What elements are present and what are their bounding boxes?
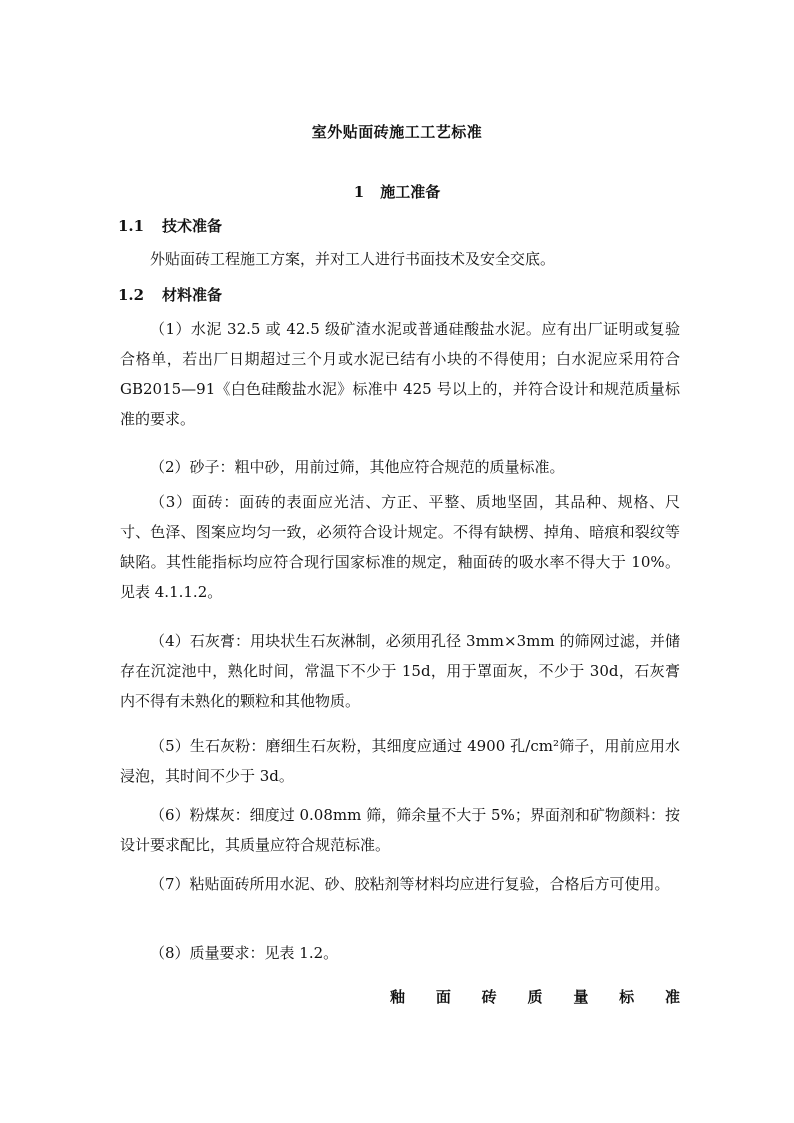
material-item-2: （2）砂子：粗中砂，用前过筛，其他应符合规范的质量标准。	[150, 458, 565, 476]
section-label: 施工准备	[380, 183, 441, 201]
technical-prep-paragraph: 外贴面砖工程施工方案，并对工人进行书面技术及安全交底。	[150, 250, 556, 268]
subsection-heading-technical	[118, 215, 222, 236]
subsection-heading-materials	[118, 284, 222, 305]
table-title-char: 砖	[481, 988, 497, 1006]
table-title	[390, 986, 680, 1007]
material-item-6: （6）粉煤灰：细度过 0.08mm 筛，筛余量不大于 5%；界面剂和矿物颜料：按设计要求配比，其质量应符合规范标准。	[120, 806, 680, 854]
section-number: 1	[353, 183, 365, 201]
material-item-5: （5）生石灰粉：磨细生石灰粉，其细度应通过 4900 孔/cm²筛子，用前应用水浸泡，其时间不少于 3d。	[120, 737, 680, 785]
table-title-char: 面	[435, 988, 451, 1006]
subsection-label: 技术准备	[162, 217, 223, 235]
table-title-char: 准	[664, 988, 680, 1006]
table-title-char: 标	[619, 988, 635, 1006]
material-item-4: （4）石灰膏：用块状生石灰淋制，必须用孔径 3mm×3mm 的筛网过滤，并储存在沉淀池中，熟化时间，常温下不少于 15d，用于罩面灰，不少于 30d，石灰膏内不得有未熟化的颗粒和其他物质。	[120, 632, 680, 710]
document-title: 室外贴面砖施工工艺标准	[311, 123, 483, 141]
section-heading	[0, 181, 794, 202]
material-item-1: （1）水泥 32.5 或 42.5 级矿渣水泥或普通硅酸盐水泥。应有出厂证明或复验合格单，若出厂日期超过三个月或水泥已结有小块的不得使用；白水泥应采用符合 GB2015—91《白色硅酸盐水泥》标准中 425 号以上的，并符合设计和规范质量标准的要求。	[120, 320, 680, 428]
subsection-number: 1.1	[118, 217, 145, 235]
subsection-label: 材料准备	[162, 286, 223, 304]
material-item-8: （8）质量要求：见表 1.2。	[150, 944, 339, 962]
table-title-char: 量	[573, 988, 589, 1006]
material-item-7: （7）粘贴面砖所用水泥、砂、胶粘剂等材料均应进行复验，合格后方可使用。	[150, 875, 670, 893]
material-item-3: （3）面砖：面砖的表面应光洁、方正、平整、质地坚固，其品种、规格、尺寸、色泽、图案应均匀一致，必须符合设计规定。不得有缺楞、掉角、暗痕和裂纹等缺陷。其性能指标均应符合现行国家标准的规定，釉面砖的吸水率不得大于 10%。见表 4.1.1.2。	[120, 493, 680, 601]
subsection-number: 1.2	[118, 286, 145, 304]
table-title-char: 质	[527, 988, 543, 1006]
table-title-char: 釉	[390, 988, 406, 1006]
